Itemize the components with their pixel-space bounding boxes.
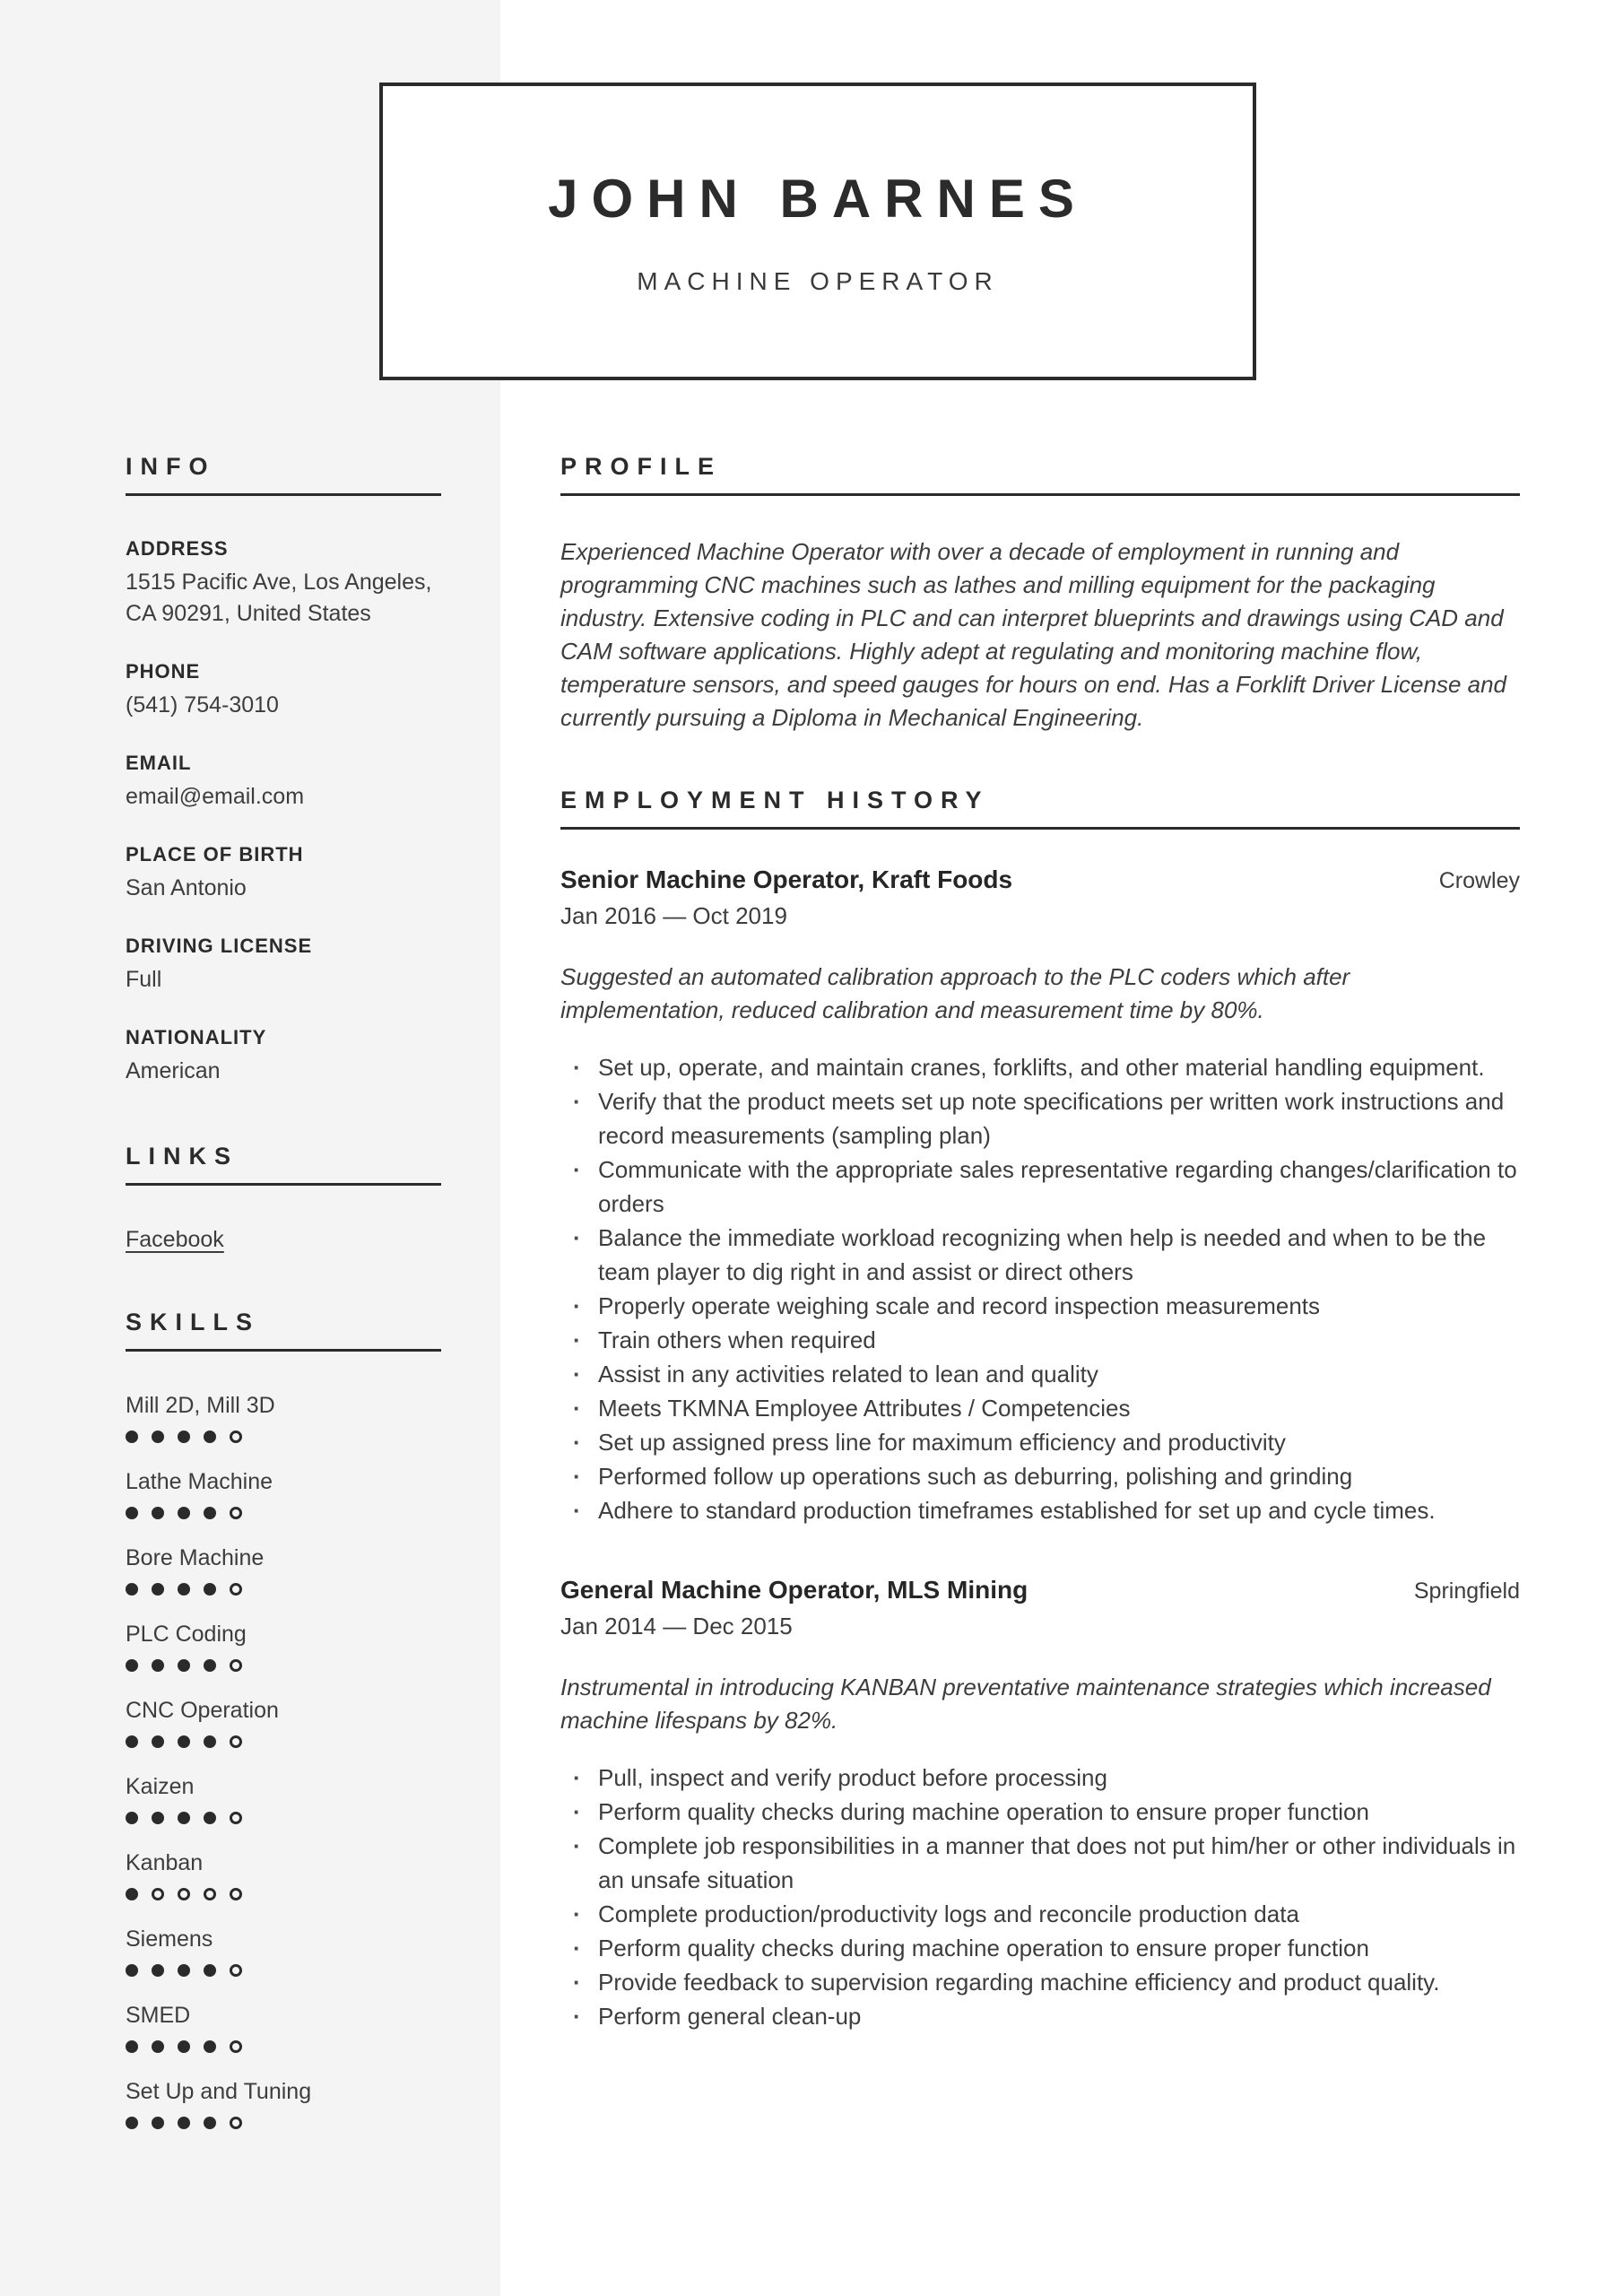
job-summary: Suggested an automated calibration approach to the PLC coders which after implementation, reduced calibration and measurement time by 80%. [560,963,1350,1023]
info-field-place-of-birth [126,843,441,904]
skill-dot-filled-icon [178,1583,190,1596]
bullet-item: · Complete production/productivity logs and reconcile production data [560,1897,1520,1931]
skill-dot-filled-icon [178,1659,190,1672]
job-dates: Jan 2016 — Oct 2019 [560,902,787,929]
employment-heading: EMPLOYMENT HISTORY [560,787,990,813]
skill-dot-filled-icon [126,1888,138,1900]
skill-dot-filled-icon [178,1431,190,1443]
field-value: American [126,1058,221,1083]
skill-dot-empty-icon [230,2040,242,2053]
field-value: email@email.com [126,784,305,809]
skill-name: Mill 2D, Mill 3D [126,1393,275,1418]
job-head [560,865,1520,894]
skill-item [126,1850,441,1900]
job-title: Senior Machine Operator, Kraft Foods [560,865,1013,893]
field-label: NATIONALITY [126,1026,267,1048]
skill-dot-filled-icon [204,1507,216,1519]
skill-dot-filled-icon [204,1583,216,1596]
profile-divider [560,493,1520,496]
info-section [126,453,441,1087]
profile-heading: PROFILE [560,453,723,480]
skill-dot-empty-icon [230,1659,242,1672]
bullet-item: · Perform quality checks during machine operation to ensure proper function [560,1931,1520,1965]
profile-text: Experienced Machine Operator with over a decade of employment in running and programming CNC machines such as lathes and milling equipment for the packaging industry. Extensive coding in PLC and can interpret blueprints and drawings using CAD and CAM software applications. Highly adept at regulating and monitoring machine flow, temperature sensors, and speed gauges for hours on end. Has a Forklift Driver License and currently pursuing a Diploma in Mechanical Engineering. [560,538,1507,731]
skill-item [126,1774,441,1824]
skill-dot-filled-icon [126,1583,138,1596]
skill-dot-empty-icon [230,1431,242,1443]
skill-dot-filled-icon [152,1812,164,1824]
job-entry-kraft-foods [560,865,1520,1527]
info-divider [126,493,441,496]
employment-divider [560,827,1520,830]
field-label: EMAIL [126,752,192,774]
facebook-link[interactable]: Facebook [126,1227,224,1252]
skill-level-dots [126,1888,441,1900]
skill-level-dots [126,1431,441,1443]
info-field-email [126,752,441,813]
skill-dot-empty-icon [204,1888,216,1900]
skill-name: Kaizen [126,1774,195,1799]
skill-dot-empty-icon [178,1888,190,1900]
skill-level-dots [126,1507,441,1519]
skill-dot-filled-icon [204,2040,216,2053]
info-heading: INFO [126,453,216,480]
skill-item [126,1545,441,1596]
skill-name: CNC Operation [126,1698,279,1723]
skill-dot-filled-icon [126,1507,138,1519]
skill-name: Set Up and Tuning [126,2079,312,2104]
skill-dot-filled-icon [152,1735,164,1748]
employment-section [560,787,1520,2033]
job-head [560,1576,1520,1605]
skill-dot-empty-icon [152,1888,164,1900]
field-value: Full [126,967,162,992]
bullet-item: · Complete job responsibilities in a manner that does not put him/her or other individuals in an unsafe situation [560,1829,1520,1897]
skill-item [126,1622,441,1672]
bullet-item: · Properly operate weighing scale and record inspection measurements [560,1289,1520,1323]
field-label: PHONE [126,660,201,683]
skill-dot-filled-icon [204,1812,216,1824]
skill-item [126,1698,441,1748]
bullet-item: · Provide feedback to supervision regarding machine efficiency and product quality. [560,1965,1520,1999]
skill-dot-empty-icon [230,1735,242,1748]
job-bullet-list [560,1761,1520,2033]
job-entry-mls-mining [560,1576,1520,2033]
info-field-phone [126,660,441,721]
skill-dot-filled-icon [178,2040,190,2053]
skill-dot-filled-icon [152,1659,164,1672]
skill-name: Siemens [126,1926,213,1952]
skill-dot-filled-icon [178,2117,190,2129]
info-field-nationality [126,1026,441,1087]
skill-dot-filled-icon [152,1431,164,1443]
links-section [126,1143,441,1253]
bullet-item: · Pull, inspect and verify product before processing [560,1761,1520,1795]
bullet-item: · Communicate with the appropriate sales representative regarding changes/clarification to orders [560,1152,1520,1221]
skill-dot-filled-icon [204,1735,216,1748]
skill-dot-filled-icon [126,1659,138,1672]
person-name: JOHN BARNES [548,168,1088,229]
bullet-item: · Verify that the product meets set up note specifications per written work instructions and record measurements (sampling plan) [560,1084,1520,1152]
bullet-item: · Perform quality checks during machine operation to ensure proper function [560,1795,1520,1829]
skill-dot-filled-icon [152,1583,164,1596]
field-value: 1515 Pacific Ave, Los Angeles, CA 90291, United States [126,570,432,626]
skill-dot-empty-icon [230,1507,242,1519]
skill-level-dots [126,1735,441,1748]
skill-dot-filled-icon [178,1507,190,1519]
skill-dot-filled-icon [126,2040,138,2053]
info-field-address [126,537,441,630]
skills-heading: SKILLS [126,1309,261,1335]
job-dates: Jan 2014 — Dec 2015 [560,1613,793,1639]
job-location: Crowley [1438,868,1520,893]
skill-dot-empty-icon [230,1964,242,1977]
skill-item [126,2079,441,2129]
skill-level-dots [126,1964,441,1977]
skills-divider [126,1349,441,1352]
skill-dot-filled-icon [204,1964,216,1977]
bullet-item: · Train others when required [560,1323,1520,1357]
skill-name: Kanban [126,1850,204,1875]
job-location: Springfield [1413,1578,1520,1604]
bullet-item: · Meets TKMNA Employee Attributes / Competencies [560,1391,1520,1425]
job-title: General Machine Operator, MLS Mining [560,1576,1028,1604]
skill-dot-filled-icon [152,1964,164,1977]
bullet-item: · Performed follow up operations such as deburring, polishing and grinding [560,1459,1520,1493]
skill-name: Bore Machine [126,1545,265,1570]
field-value: San Antonio [126,875,247,900]
skill-dot-empty-icon [230,2117,242,2129]
skill-level-dots [126,1812,441,1824]
info-field-driving-license [126,935,441,996]
field-label: PLACE OF BIRTH [126,843,304,865]
job-summary: Instrumental in introducing KANBAN preventative maintenance strategies which increased machine lifespans by 82%. [560,1674,1491,1734]
skill-level-dots [126,2117,441,2129]
skills-section [126,1309,441,2129]
skill-name: SMED [126,2003,191,2028]
skill-dot-filled-icon [152,2117,164,2129]
skill-item [126,1393,441,1443]
skill-dot-empty-icon [230,1583,242,1596]
main-content [500,0,1623,2296]
skill-item [126,1469,441,1519]
skill-level-dots [126,2040,441,2053]
skill-level-dots [126,1583,441,1596]
skill-dot-filled-icon [126,1431,138,1443]
field-label: ADDRESS [126,537,229,560]
skill-dot-filled-icon [178,1735,190,1748]
bullet-item: · Perform general clean-up [560,1999,1520,2033]
skill-dot-filled-icon [152,2040,164,2053]
skill-dot-filled-icon [152,1507,164,1519]
bullet-item: · Balance the immediate workload recognizing when help is needed and when to be the team player to dig right in and assist or direct others [560,1221,1520,1289]
sidebar-content [126,453,441,2185]
skill-dot-empty-icon [230,1888,242,1900]
links-heading: LINKS [126,1143,239,1170]
field-value: (541) 754-3010 [126,692,279,718]
bullet-item: · Set up, operate, and maintain cranes, forklifts, and other material handling equipment. [560,1050,1520,1084]
bullet-item: · Assist in any activities related to lean and quality [560,1357,1520,1391]
links-divider [126,1183,441,1186]
skill-item [126,1926,441,1977]
field-label: DRIVING LICENSE [126,935,313,957]
skill-dot-filled-icon [204,1431,216,1443]
skill-dot-filled-icon [126,1964,138,1977]
skill-dot-filled-icon [204,2117,216,2129]
skill-dot-filled-icon [126,2117,138,2129]
profile-section [560,453,1520,735]
skill-dot-filled-icon [126,1812,138,1824]
skill-name: Lathe Machine [126,1469,273,1494]
skill-item [126,2003,441,2053]
skill-dot-filled-icon [178,1964,190,1977]
skill-name: PLC Coding [126,1622,247,1647]
skill-dot-filled-icon [126,1735,138,1748]
bullet-item: · Set up assigned press line for maximum efficiency and productivity [560,1425,1520,1459]
skill-dot-filled-icon [178,1812,190,1824]
skill-dot-empty-icon [230,1812,242,1824]
bullet-item: · Adhere to standard production timeframes established for set up and cycle times. [560,1493,1520,1527]
skill-dot-filled-icon [204,1659,216,1672]
skill-level-dots [126,1659,441,1672]
person-title: MACHINE OPERATOR [637,266,999,295]
job-bullet-list [560,1050,1520,1527]
